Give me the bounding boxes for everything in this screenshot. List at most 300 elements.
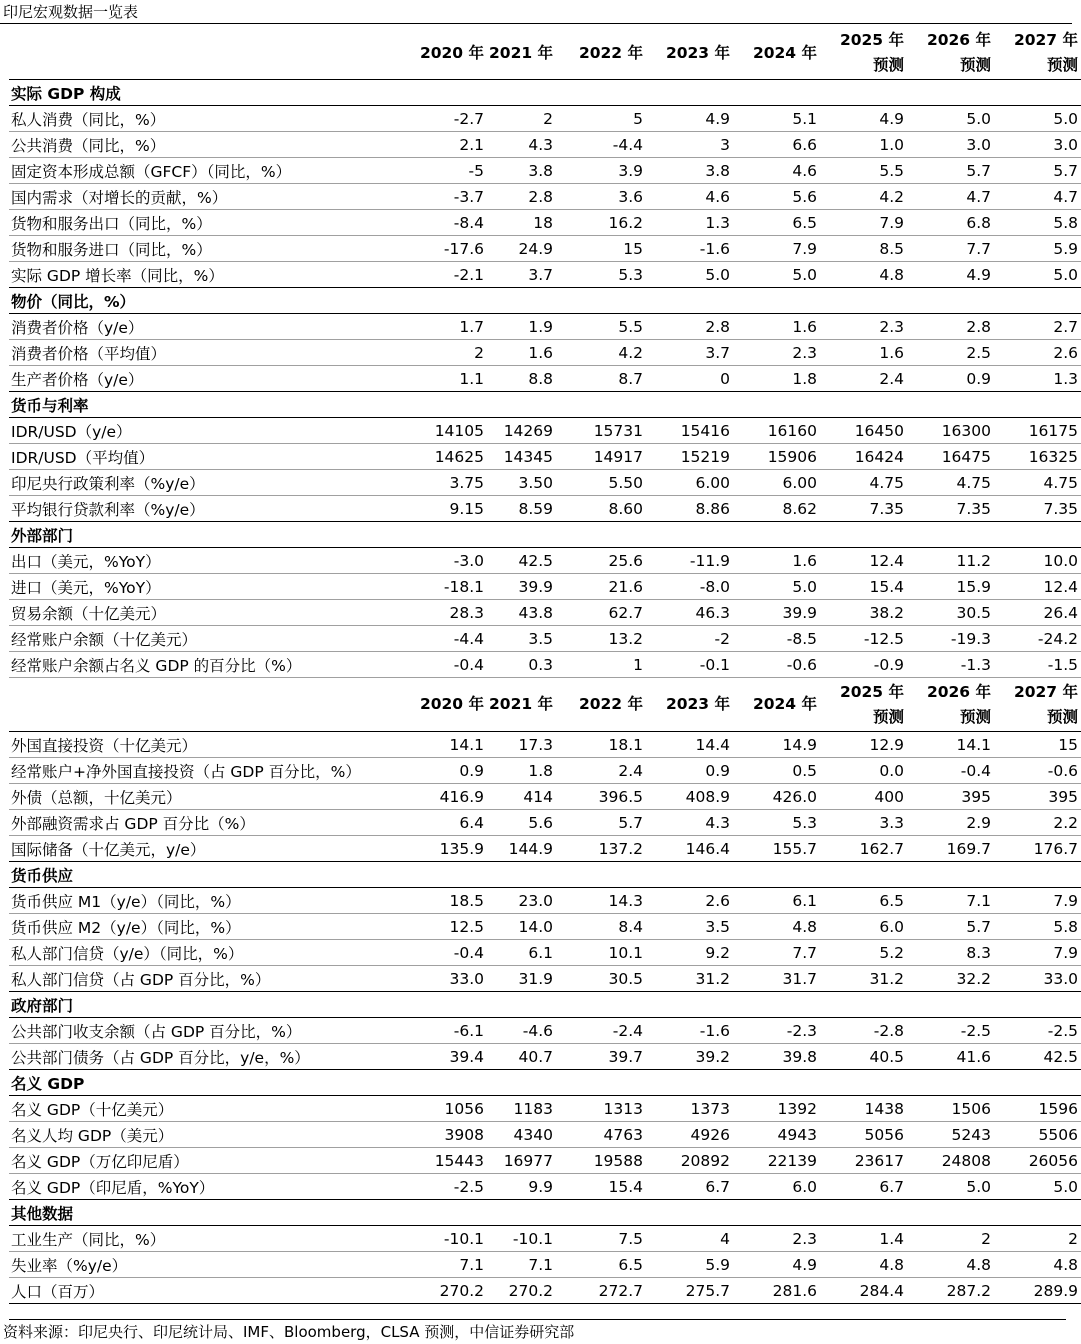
value-cell: 6.5: [820, 888, 907, 914]
value-cell: -0.1: [646, 652, 733, 678]
value-cell: 6.7: [820, 1174, 907, 1200]
value-cell: 5.0: [907, 1174, 994, 1200]
value-cell: 284.4: [820, 1278, 907, 1304]
value-cell: 4.75: [907, 470, 994, 496]
table-row: [9, 314, 1081, 340]
value-cell: 5.0: [994, 1174, 1081, 1200]
value-cell: 3.50: [487, 470, 556, 496]
value-cell: 24808: [907, 1148, 994, 1174]
year-label: 2024 年: [752, 695, 817, 713]
value-cell: 5.7: [556, 810, 646, 836]
value-cell: 1.0: [820, 132, 907, 158]
value-cell: 18: [487, 210, 556, 236]
value-cell: 16424: [820, 444, 907, 470]
value-cell: 8.5: [820, 236, 907, 262]
value-cell: 5.3: [556, 262, 646, 288]
value-cell: -1.6: [646, 236, 733, 262]
value-cell: 5.5: [556, 314, 646, 340]
value-cell: 4.2: [820, 184, 907, 210]
value-cell: -2.3: [733, 1018, 820, 1044]
value-cell: -0.4: [414, 940, 487, 966]
value-cell: 15219: [646, 444, 733, 470]
table-row: [9, 836, 1081, 862]
value-cell: 15.4: [820, 574, 907, 600]
value-cell: 2.7: [994, 314, 1081, 340]
value-cell: 5506: [994, 1122, 1081, 1148]
value-cell: 39.8: [733, 1044, 820, 1070]
value-cell: 3: [646, 132, 733, 158]
value-cell: 0.9: [414, 758, 487, 784]
value-cell: 19588: [556, 1148, 646, 1174]
value-cell: 15: [994, 732, 1081, 758]
table-row: [9, 132, 1081, 158]
table-row: [9, 158, 1081, 184]
row-label: 名义人均 GDP（美元）: [9, 1122, 414, 1148]
row-label: 名义 GDP（印尼盾，%YoY）: [9, 1174, 414, 1200]
value-cell: 1392: [733, 1096, 820, 1122]
value-cell: 7.5: [556, 1226, 646, 1252]
value-cell: 16.2: [556, 210, 646, 236]
value-cell: 13.2: [556, 626, 646, 652]
value-cell: -2.7: [414, 106, 487, 132]
value-cell: 6.8: [907, 210, 994, 236]
value-cell: 9.2: [646, 940, 733, 966]
row-label: 私人部门信贷（y/e）（同比，%）: [9, 940, 414, 966]
value-cell: 20892: [646, 1148, 733, 1174]
value-cell: 4.3: [646, 810, 733, 836]
value-cell: 2: [487, 106, 556, 132]
value-cell: 2: [907, 1226, 994, 1252]
year-label: 2026 年: [926, 682, 991, 701]
value-cell: 4.9: [733, 1252, 820, 1278]
value-cell: 24.9: [487, 236, 556, 262]
section-title: 政府部门: [9, 992, 1081, 1018]
value-cell: -0.4: [414, 652, 487, 678]
value-cell: 15731: [556, 418, 646, 444]
row-label: 固定资本形成总额（GFCF）（同比，%）: [9, 158, 414, 184]
section-header-row: [9, 1200, 1081, 1226]
table-row: [9, 758, 1081, 784]
value-cell: 5.7: [994, 158, 1081, 184]
value-cell: -2: [646, 626, 733, 652]
value-cell: 16300: [907, 418, 994, 444]
value-cell: 4.8: [907, 1252, 994, 1278]
value-cell: 1596: [994, 1096, 1081, 1122]
value-cell: 270.2: [414, 1278, 487, 1304]
value-cell: 43.8: [487, 600, 556, 626]
row-label: 国际储备（十亿美元，y/e）: [9, 836, 414, 862]
value-cell: 28.3: [414, 600, 487, 626]
value-cell: 25.6: [556, 548, 646, 574]
value-cell: -2.5: [907, 1018, 994, 1044]
value-cell: -8.5: [733, 626, 820, 652]
value-cell: 14917: [556, 444, 646, 470]
value-cell: 6.5: [733, 210, 820, 236]
value-cell: 6.00: [733, 470, 820, 496]
value-cell: 8.4: [556, 914, 646, 940]
value-cell: 2.4: [556, 758, 646, 784]
table-row: [9, 496, 1081, 522]
row-label: 私人部门信贷（占 GDP 百分比，%）: [9, 966, 414, 992]
value-cell: 31.7: [733, 966, 820, 992]
value-cell: 10.1: [556, 940, 646, 966]
year-label: 2023 年: [665, 43, 730, 62]
value-cell: -2.5: [414, 1174, 487, 1200]
value-cell: 1.7: [414, 314, 487, 340]
year-header-cell: [994, 678, 1081, 732]
value-cell: 6.0: [820, 914, 907, 940]
value-cell: 5243: [907, 1122, 994, 1148]
row-label: 国内需求（对增长的贡献，%）: [9, 184, 414, 210]
table-row: [9, 1018, 1081, 1044]
value-cell: 11.2: [907, 548, 994, 574]
table-row: [9, 1044, 1081, 1070]
value-cell: 3.6: [556, 184, 646, 210]
value-cell: 3.0: [994, 132, 1081, 158]
value-cell: 3908: [414, 1122, 487, 1148]
row-label: 名义 GDP（万亿印尼盾）: [9, 1148, 414, 1174]
value-cell: 1.6: [733, 548, 820, 574]
year-label: 2027 年: [1013, 682, 1078, 701]
value-cell: 8.59: [487, 496, 556, 522]
value-cell: 4.8: [994, 1252, 1081, 1278]
year-label: 2022 年: [578, 695, 643, 713]
value-cell: 16175: [994, 418, 1081, 444]
value-cell: 408.9: [646, 784, 733, 810]
value-cell: -0.6: [733, 652, 820, 678]
row-label: 货币供应 M1（y/e）（同比，%）: [9, 888, 414, 914]
value-cell: 6.6: [733, 132, 820, 158]
value-cell: 1056: [414, 1096, 487, 1122]
value-cell: 14625: [414, 444, 487, 470]
value-cell: -8.0: [646, 574, 733, 600]
value-cell: 426.0: [733, 784, 820, 810]
row-label: 货币供应 M2（y/e）（同比，%）: [9, 914, 414, 940]
value-cell: 1.6: [820, 340, 907, 366]
table-row: [9, 366, 1081, 392]
section-header-row: [9, 862, 1081, 888]
value-cell: 5.7: [907, 914, 994, 940]
value-cell: 3.7: [487, 262, 556, 288]
value-cell: 4.7: [994, 184, 1081, 210]
row-label: IDR/USD（y/e）: [9, 418, 414, 444]
value-cell: 39.9: [487, 574, 556, 600]
table-row: [9, 732, 1081, 758]
value-cell: 1.9: [487, 314, 556, 340]
year-label: 2021 年: [489, 695, 554, 713]
value-cell: 155.7: [733, 836, 820, 862]
value-cell: 1.8: [733, 366, 820, 392]
value-cell: 15906: [733, 444, 820, 470]
row-label: 私人消费（同比，%）: [9, 106, 414, 132]
value-cell: 3.3: [820, 810, 907, 836]
value-cell: 1.3: [646, 210, 733, 236]
value-cell: 3.5: [487, 626, 556, 652]
value-cell: 5.6: [487, 810, 556, 836]
value-cell: 14.1: [414, 732, 487, 758]
value-cell: 5.7: [907, 158, 994, 184]
section-header-row: [9, 1070, 1081, 1096]
value-cell: 6.5: [556, 1252, 646, 1278]
value-cell: 14.4: [646, 732, 733, 758]
value-cell: 7.9: [994, 888, 1081, 914]
value-cell: 14.0: [487, 914, 556, 940]
value-cell: 40.7: [487, 1044, 556, 1070]
value-cell: 5: [556, 106, 646, 132]
row-label: 进口（美元，%YoY）: [9, 574, 414, 600]
value-cell: 5.3: [733, 810, 820, 836]
value-cell: 9.15: [414, 496, 487, 522]
value-cell: -1.3: [907, 652, 994, 678]
value-cell: 15443: [414, 1148, 487, 1174]
value-cell: 2.9: [907, 810, 994, 836]
value-cell: 40.5: [820, 1044, 907, 1070]
value-cell: -4.4: [556, 132, 646, 158]
value-cell: 23.0: [487, 888, 556, 914]
value-cell: 2.2: [994, 810, 1081, 836]
value-cell: 4.75: [994, 470, 1081, 496]
forecast-label: 预测: [872, 707, 904, 726]
value-cell: 289.9: [994, 1278, 1081, 1304]
value-cell: 1.4: [820, 1226, 907, 1252]
value-cell: 270.2: [487, 1278, 556, 1304]
value-cell: 2.5: [907, 340, 994, 366]
value-cell: 14.9: [733, 732, 820, 758]
table-row: [9, 1278, 1081, 1304]
value-cell: 414: [487, 784, 556, 810]
value-cell: 0.9: [907, 366, 994, 392]
table-row: [9, 106, 1081, 132]
value-cell: 32.2: [907, 966, 994, 992]
row-label: 经常账户余额（十亿美元）: [9, 626, 414, 652]
value-cell: -1.6: [646, 1018, 733, 1044]
value-cell: 39.2: [646, 1044, 733, 1070]
year-label: 2025 年: [839, 682, 904, 701]
row-label: 生产者价格（y/e）: [9, 366, 414, 392]
value-cell: 6.00: [646, 470, 733, 496]
row-label: 失业率（%y/e）: [9, 1252, 414, 1278]
value-cell: 39.9: [733, 600, 820, 626]
row-label: 货物和服务出口（同比，%）: [9, 210, 414, 236]
year-header-cell: [907, 678, 994, 732]
value-cell: 9.9: [487, 1174, 556, 1200]
value-cell: 1.8: [487, 758, 556, 784]
value-cell: -2.4: [556, 1018, 646, 1044]
value-cell: 6.1: [487, 940, 556, 966]
year-header-cell: [414, 27, 487, 80]
section-title: 实际 GDP 构成: [9, 80, 1081, 106]
value-cell: 281.6: [733, 1278, 820, 1304]
value-cell: 21.6: [556, 574, 646, 600]
value-cell: 15.4: [556, 1174, 646, 1200]
value-cell: 17.3: [487, 732, 556, 758]
value-cell: 7.1: [487, 1252, 556, 1278]
row-label: 实际 GDP 增长率（同比，%）: [9, 262, 414, 288]
value-cell: 16160: [733, 418, 820, 444]
row-label: 外国直接投资（十亿美元）: [9, 732, 414, 758]
value-cell: 7.9: [994, 940, 1081, 966]
value-cell: 2.3: [820, 314, 907, 340]
value-cell: 12.9: [820, 732, 907, 758]
value-cell: 26056: [994, 1148, 1081, 1174]
value-cell: 4.8: [820, 262, 907, 288]
value-cell: 1: [556, 652, 646, 678]
source-divider: [9, 1319, 1066, 1320]
year-header-cell: [414, 678, 487, 732]
year-header-cell: [487, 678, 556, 732]
table-row: [9, 574, 1081, 600]
source-note: 资料来源：印尼央行、印尼统计局、IMF、Bloomberg，CLSA 预测，中信证券研究部: [3, 1323, 575, 1341]
value-cell: -12.5: [820, 626, 907, 652]
forecast-label: 预测: [1046, 56, 1078, 74]
value-cell: 2.8: [487, 184, 556, 210]
year-header-cell: [646, 678, 733, 732]
value-cell: 4.6: [646, 184, 733, 210]
value-cell: 42.5: [487, 548, 556, 574]
value-cell: 5.50: [556, 470, 646, 496]
value-cell: 18.5: [414, 888, 487, 914]
value-cell: -3.0: [414, 548, 487, 574]
table-row: [9, 418, 1081, 444]
value-cell: 39.7: [556, 1044, 646, 1070]
value-cell: 0: [646, 366, 733, 392]
value-cell: 42.5: [994, 1044, 1081, 1070]
value-cell: 18.1: [556, 732, 646, 758]
year-header-cell: [487, 27, 556, 80]
section-header-row: [9, 992, 1081, 1018]
value-cell: 1506: [907, 1096, 994, 1122]
title-divider: [0, 23, 1072, 24]
row-label: 出口（美元，%YoY）: [9, 548, 414, 574]
value-cell: 62.7: [556, 600, 646, 626]
value-cell: 31.2: [820, 966, 907, 992]
value-cell: 16325: [994, 444, 1081, 470]
row-label: 外部融资需求占 GDP 百分比（%）: [9, 810, 414, 836]
value-cell: 2.1: [414, 132, 487, 158]
value-cell: 3.75: [414, 470, 487, 496]
value-cell: -2.5: [994, 1018, 1081, 1044]
value-cell: 16450: [820, 418, 907, 444]
value-cell: 4340: [487, 1122, 556, 1148]
value-cell: 14.3: [556, 888, 646, 914]
value-cell: 8.7: [556, 366, 646, 392]
value-cell: 5.1: [733, 106, 820, 132]
row-label: 消费者价格（平均值）: [9, 340, 414, 366]
value-cell: 4926: [646, 1122, 733, 1148]
value-cell: 169.7: [907, 836, 994, 862]
table-row: [9, 626, 1081, 652]
table-row: [9, 210, 1081, 236]
value-cell: 7.35: [907, 496, 994, 522]
section-header-row: [9, 522, 1081, 548]
forecast-label: 预测: [959, 707, 991, 726]
year-label: 2025 年: [839, 31, 904, 49]
value-cell: 2.3: [733, 340, 820, 366]
year-header-cell: [994, 27, 1081, 80]
value-cell: 14345: [487, 444, 556, 470]
section-header-row: [9, 288, 1081, 314]
value-cell: 4.9: [646, 106, 733, 132]
value-cell: 38.2: [820, 600, 907, 626]
table-row: [9, 1174, 1081, 1200]
value-cell: 5.0: [733, 262, 820, 288]
table-row: [9, 548, 1081, 574]
row-label: 经常账户余额占名义 GDP 的百分比（%）: [9, 652, 414, 678]
year-label: 2020 年: [419, 695, 484, 713]
value-cell: 15: [556, 236, 646, 262]
value-cell: 5.0: [994, 106, 1081, 132]
header-blank-cell: [9, 27, 414, 80]
value-cell: 3.0: [907, 132, 994, 158]
row-label: 消费者价格（y/e）: [9, 314, 414, 340]
value-cell: -3.7: [414, 184, 487, 210]
table-row: [9, 470, 1081, 496]
table-body: [9, 27, 1081, 1304]
row-label: 贸易余额（十亿美元）: [9, 600, 414, 626]
value-cell: 8.60: [556, 496, 646, 522]
table-row: [9, 940, 1081, 966]
year-header-cell: [820, 678, 907, 732]
value-cell: 5.9: [994, 236, 1081, 262]
value-cell: 7.9: [733, 236, 820, 262]
value-cell: 4.8: [820, 1252, 907, 1278]
value-cell: -2.1: [414, 262, 487, 288]
value-cell: 2.6: [646, 888, 733, 914]
value-cell: 10.0: [994, 548, 1081, 574]
value-cell: 272.7: [556, 1278, 646, 1304]
table-row: [9, 600, 1081, 626]
value-cell: 4.6: [733, 158, 820, 184]
value-cell: 137.2: [556, 836, 646, 862]
value-cell: -5: [414, 158, 487, 184]
value-cell: 4.3: [487, 132, 556, 158]
table-row: [9, 444, 1081, 470]
value-cell: 395: [994, 784, 1081, 810]
value-cell: 22139: [733, 1148, 820, 1174]
value-cell: 287.2: [907, 1278, 994, 1304]
value-cell: 5.8: [994, 914, 1081, 940]
row-label: 平均银行贷款利率（%y/e）: [9, 496, 414, 522]
value-cell: 4.8: [733, 914, 820, 940]
value-cell: 5.5: [820, 158, 907, 184]
year-header-cell: [733, 27, 820, 80]
section-header-row: [9, 80, 1081, 106]
table-row: [9, 184, 1081, 210]
value-cell: -6.1: [414, 1018, 487, 1044]
value-cell: 12.4: [994, 574, 1081, 600]
value-cell: 400: [820, 784, 907, 810]
value-cell: -11.9: [646, 548, 733, 574]
value-cell: 1.6: [733, 314, 820, 340]
value-cell: 2.8: [646, 314, 733, 340]
value-cell: 144.9: [487, 836, 556, 862]
row-label: 经常账户+净外国直接投资（占 GDP 百分比，%）: [9, 758, 414, 784]
value-cell: 0.5: [733, 758, 820, 784]
value-cell: 7.9: [820, 210, 907, 236]
value-cell: 8.3: [907, 940, 994, 966]
value-cell: -18.1: [414, 574, 487, 600]
value-cell: 275.7: [646, 1278, 733, 1304]
value-cell: -17.6: [414, 236, 487, 262]
section-title: 其他数据: [9, 1200, 1081, 1226]
year-header-cell: [820, 27, 907, 80]
row-label: 公共部门收支余额（占 GDP 百分比，%）: [9, 1018, 414, 1044]
value-cell: 5.8: [994, 210, 1081, 236]
value-cell: 2: [414, 340, 487, 366]
row-label: 外债（总额，十亿美元）: [9, 784, 414, 810]
value-cell: 7.7: [907, 236, 994, 262]
year-header-cell: [556, 27, 646, 80]
